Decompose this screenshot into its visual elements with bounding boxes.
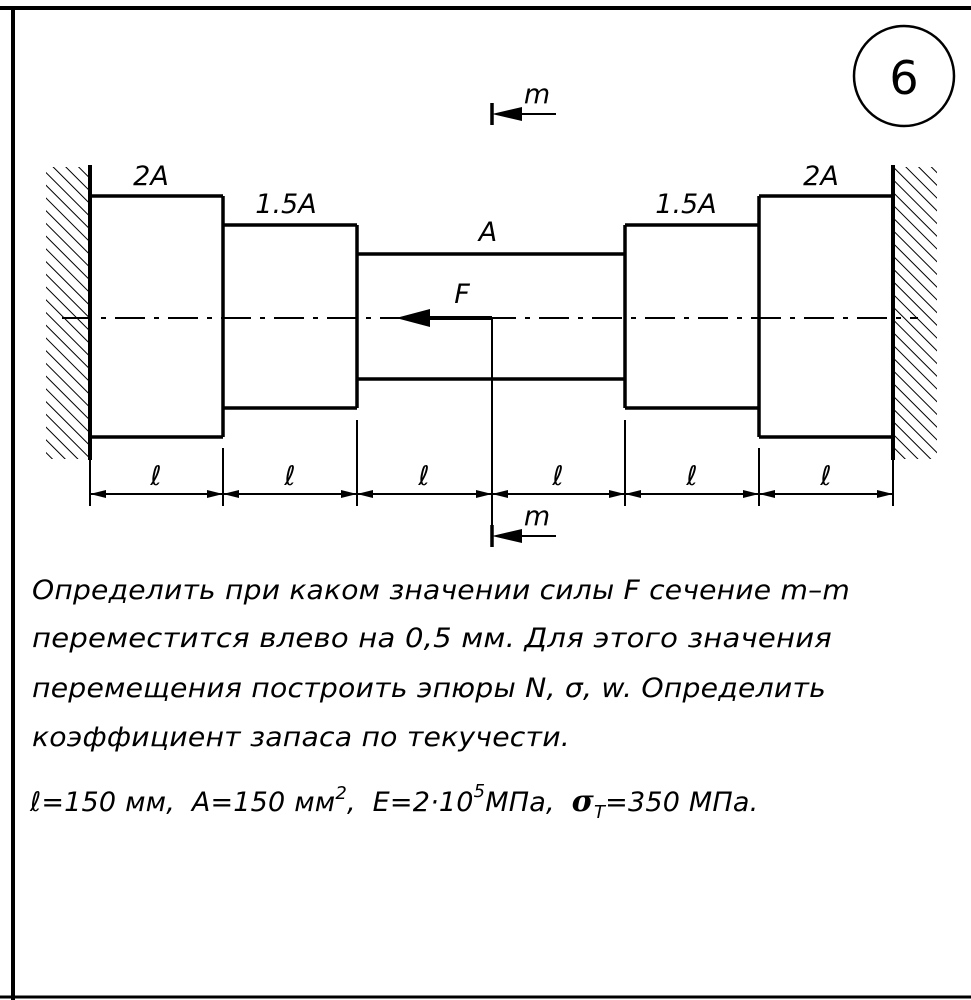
area-label-1: 2A — [133, 161, 169, 192]
area-label-3: A — [478, 217, 498, 248]
segment-2a-left — [90, 196, 223, 437]
area-label-5: 2A — [803, 161, 839, 192]
task-line-2: переместится влево на 0,5 мм. Для этого значения — [32, 623, 832, 654]
right-wall-support — [893, 165, 937, 460]
drawing-frame — [0, 8, 971, 1000]
given-data — [29, 781, 758, 823]
force-label: F — [454, 279, 470, 310]
area-label-4: 1.5A — [655, 189, 717, 220]
given-yield-symbol: σ — [571, 784, 594, 819]
problem-number: 6 — [889, 51, 919, 105]
left-wall-support — [46, 165, 90, 460]
length-label-5: ℓ — [686, 461, 698, 492]
length-label-2: ℓ — [284, 461, 296, 492]
given-area-comma: , — [347, 787, 356, 818]
problem-number-badge — [854, 26, 954, 126]
length-label-3: ℓ — [418, 461, 430, 492]
section-marker-bottom — [492, 501, 556, 547]
given-modulus-exponent: 5 — [473, 781, 486, 802]
given-yield-subscript: Т — [593, 802, 606, 823]
svg-text:ℓ=150 мм, A=150 мм2, — [29, 781, 758, 823]
given-length: ℓ=150 мм, — [30, 787, 176, 818]
area-label-2: 1.5A — [255, 189, 317, 220]
segment-1-5a-right — [625, 225, 759, 408]
given-modulus-unit: МПа, — [485, 787, 555, 818]
given-area-exponent: 2 — [335, 783, 348, 804]
section-label-top: m — [523, 79, 551, 110]
section-label-bottom: m — [523, 501, 551, 532]
length-label-1: ℓ — [150, 461, 162, 492]
task-line-4: коэффициент запаса по текучести. — [32, 722, 570, 753]
segment-2a-right — [759, 196, 893, 437]
length-label-6: ℓ — [820, 461, 832, 492]
given-modulus: E=2·10 — [372, 787, 474, 818]
given-area: A=150 мм — [191, 787, 336, 818]
task-line-1: Определить при каком значении силы F сечение m–m — [32, 575, 850, 606]
segment-1-5a-left — [223, 225, 357, 408]
section-marker-top — [492, 79, 556, 125]
task-line-3: перемещения построить эпюры N, σ, w. Определить — [32, 673, 826, 704]
length-label-4: ℓ — [552, 461, 564, 492]
given-yield-value: =350 МПа. — [605, 787, 759, 818]
task-statement — [32, 575, 850, 753]
